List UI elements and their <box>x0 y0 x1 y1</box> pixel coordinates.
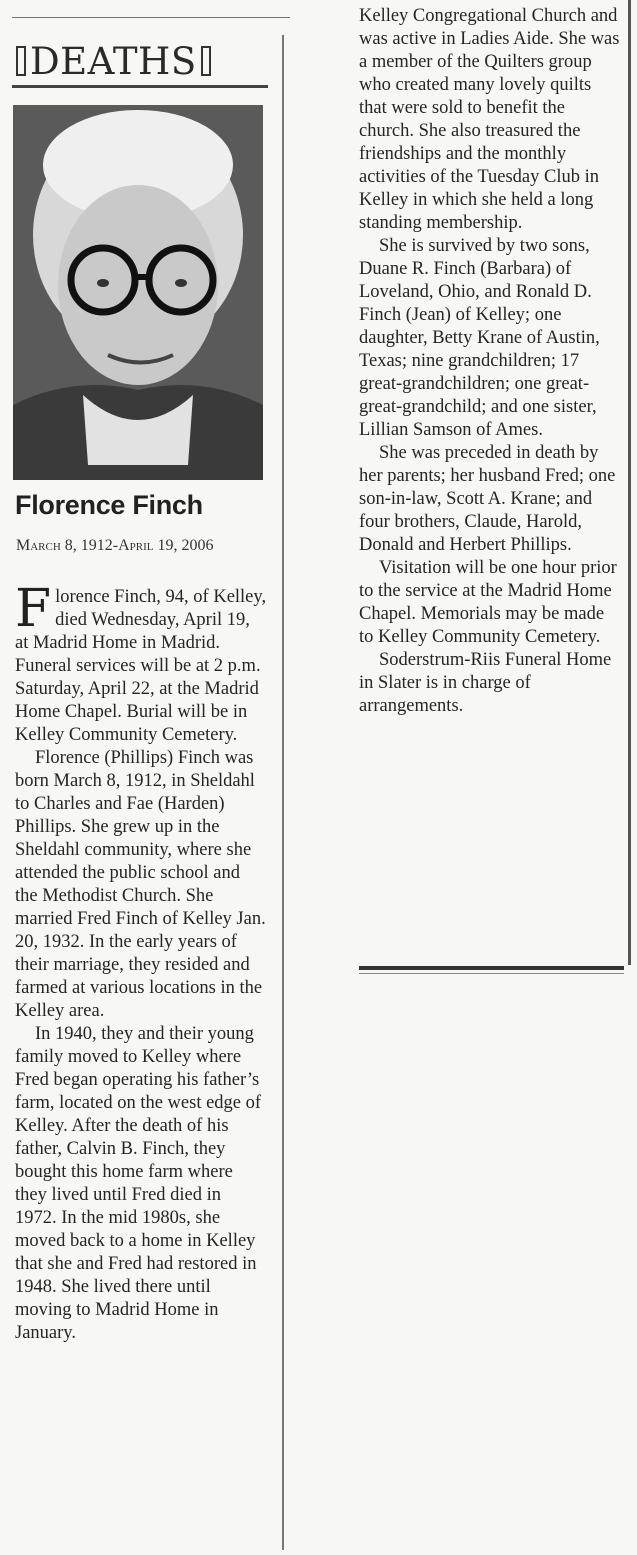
paragraph: Visitation will be one hour prior to the service at the Madrid Home Chapel. Memorials may be made to Kelley Community Cemetery. <box>359 558 617 647</box>
paragraph: Florence (Phillips) Finch was born March 8, 1912, in Sheldahl to Charles and Fae (Harden) Phillips. She grew up in the Sheldahl community, where she attended the public school and the Methodist Church. She married Fred Finch of Kelley Jan. 20, 1932. In the early years of their marriage, they resided and farmed at various locations in the Kelley area. <box>15 748 266 1021</box>
end-rule-thick <box>359 966 624 970</box>
heading-underline <box>12 85 268 88</box>
paragraph <box>15 579 267 747</box>
paragraph-text: lorence Finch, 94, of Kelley, died Wednesday, April 19, at Madrid Home in Madrid. Funeral services will be at 2 p.m. Saturday, April 22, at the Madrid Home Chapel. Burial will be in Kelley Community Cemetery. <box>15 587 267 745</box>
paragraph: She was preceded in death by her parents; her husband Fred; one son-in-law, Scott A. Krane; and four brothers, Claude, Harold, Donald and Herbert Phillips. <box>359 443 616 555</box>
end-rule-thin <box>359 973 624 974</box>
paragraph: Soderstrum-Riis Funeral Home in Slater is in charge of arrangements. <box>359 650 612 716</box>
portrait-illustration <box>13 105 263 480</box>
portrait-photo <box>13 105 263 480</box>
heading-ornament-left <box>16 46 26 76</box>
drop-cap: F <box>15 579 52 639</box>
header-rule <box>12 17 290 18</box>
deceased-name: Florence Finch <box>15 490 203 520</box>
heading-ornament-right <box>201 46 211 76</box>
life-dates: March 8, 1912-April 19, 2006 <box>16 537 214 554</box>
column-divider <box>282 35 284 1550</box>
page-edge-rule <box>628 0 631 965</box>
paragraph: She is survived by two sons, Duane R. Finch (Barbara) of Loveland, Ohio, and Ronald D. Finch (Jean) of Kelley; one daughter, Betty Krane of Austin, Texas; nine grandchildren; 17 great-grandchildren; one great-great-grandchild; and one sister, Lillian Samson of Ames. <box>359 236 600 440</box>
paragraph: Kelley Congregational Church and was active in Ladies Aide. She was a member of the Quilters group who created many lovely quilts that were sold to benefit the church. She also treasured the friendships and the monthly activities of the Tuesday Club in Kelley in which she held a long standing membership. <box>359 6 620 233</box>
section-heading-text: DEATHS <box>30 39 197 83</box>
paragraph: In 1940, they and their young family moved to Kelley where Fred began operating his father’s farm, located on the west edge of Kelley. After the death of his father, Calvin B. Finch, they bought this home farm where they lived until Fred died in 1972. In the mid 1980s, she moved back to a home in Kelley that she and Fred had restored in 1948. She lived there until moving to Madrid Home in January. <box>15 1024 262 1343</box>
obituary-column-1 <box>15 579 267 1345</box>
section-heading <box>12 40 267 82</box>
obituary-column-2 <box>359 5 621 718</box>
